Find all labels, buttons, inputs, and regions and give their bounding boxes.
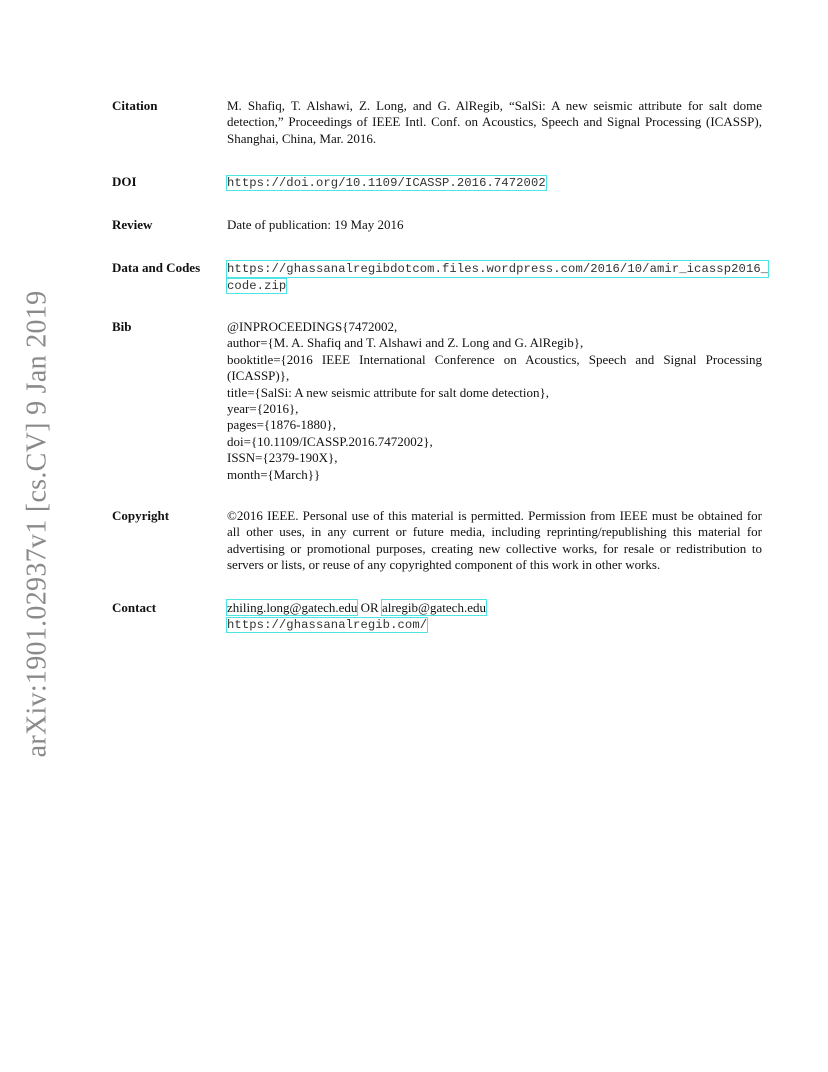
doi-link[interactable]: https://doi.org/10.1109/ICASSP.2016.7472002	[227, 176, 546, 190]
doi-row	[112, 174, 762, 191]
contact-row	[112, 600, 762, 634]
bib-line: booktitle={2016 IEEE International Conference on Acoustics, Speech and Signal Processing (ICASSP)},	[227, 351, 762, 384]
doi-label: DOI	[112, 174, 137, 189]
copyright-text: ©2016 IEEE. Personal use of this material is permitted. Permission from IEEE must be obtained for all other uses, in any current or future media, including reprinting/republishing this material for advertising or promotional purposes, creating new collective works, for resale or redistribution to servers or lists, or reuse of any copyrighted component of this work in other works.	[227, 508, 762, 573]
citation-row	[112, 98, 762, 147]
contact-separator: OR	[360, 600, 379, 615]
bib-line: year={2016},	[227, 401, 299, 417]
review-label: Review	[112, 217, 153, 232]
data-and-codes-label: Data and Codes	[112, 260, 201, 275]
data-and-codes-row	[112, 260, 769, 295]
bib-line: doi={10.1109/ICASSP.2016.7472002},	[227, 433, 433, 449]
contact-website-link[interactable]: https://ghassanalregib.com/	[227, 618, 428, 633]
bib-line: pages={1876-1880},	[227, 417, 336, 433]
review-text: Date of publication: 19 May 2016	[227, 217, 404, 232]
citation-label: Citation	[112, 98, 158, 113]
contact-label: Contact	[112, 600, 157, 615]
contact-email-alregib[interactable]: alregib@gatech.edu	[381, 600, 486, 615]
data-and-codes-link-line1[interactable]: https://ghassanalregibdotcom.files.wordpress.com/2016/10/amir_icassp2016_	[227, 262, 769, 276]
bib-entry	[227, 319, 762, 483]
copyright-label: Copyright	[112, 508, 170, 523]
bib-row	[112, 319, 762, 483]
bib-line: ISSN={2379-190X},	[227, 450, 338, 466]
review-row	[112, 217, 762, 233]
bib-line: month={March}}	[227, 466, 321, 482]
arxiv-identifier-text: arXiv:1901.02937v1 [cs.CV] 9 Jan 2019	[21, 290, 53, 758]
bib-line: @INPROCEEDINGS{7472002,	[227, 319, 398, 334]
bib-label: Bib	[112, 319, 132, 334]
contact-email-long[interactable]: zhiling.long@gatech.edu	[227, 600, 358, 615]
bib-line: title={SalSi: A new seismic attribute for salt dome detection},	[227, 384, 550, 400]
data-and-codes-link-line2[interactable]: code.zip	[227, 279, 287, 294]
bib-line: author={M. A. Shafiq and T. Alshawi and Z. Long and G. AlRegib},	[227, 335, 584, 351]
arxiv-identifier-stamp	[6, 290, 68, 758]
copyright-row	[112, 508, 762, 574]
citation-text: M. Shafiq, T. Alshawi, Z. Long, and G. AlRegib, “SalSi: A new seismic attribute for salt dome detection,” Proceedings of IEEE Intl. Conf. on Acoustics, Speech and Signal Processing (ICASSP), Shanghai, China, Mar. 2016.	[227, 98, 762, 146]
